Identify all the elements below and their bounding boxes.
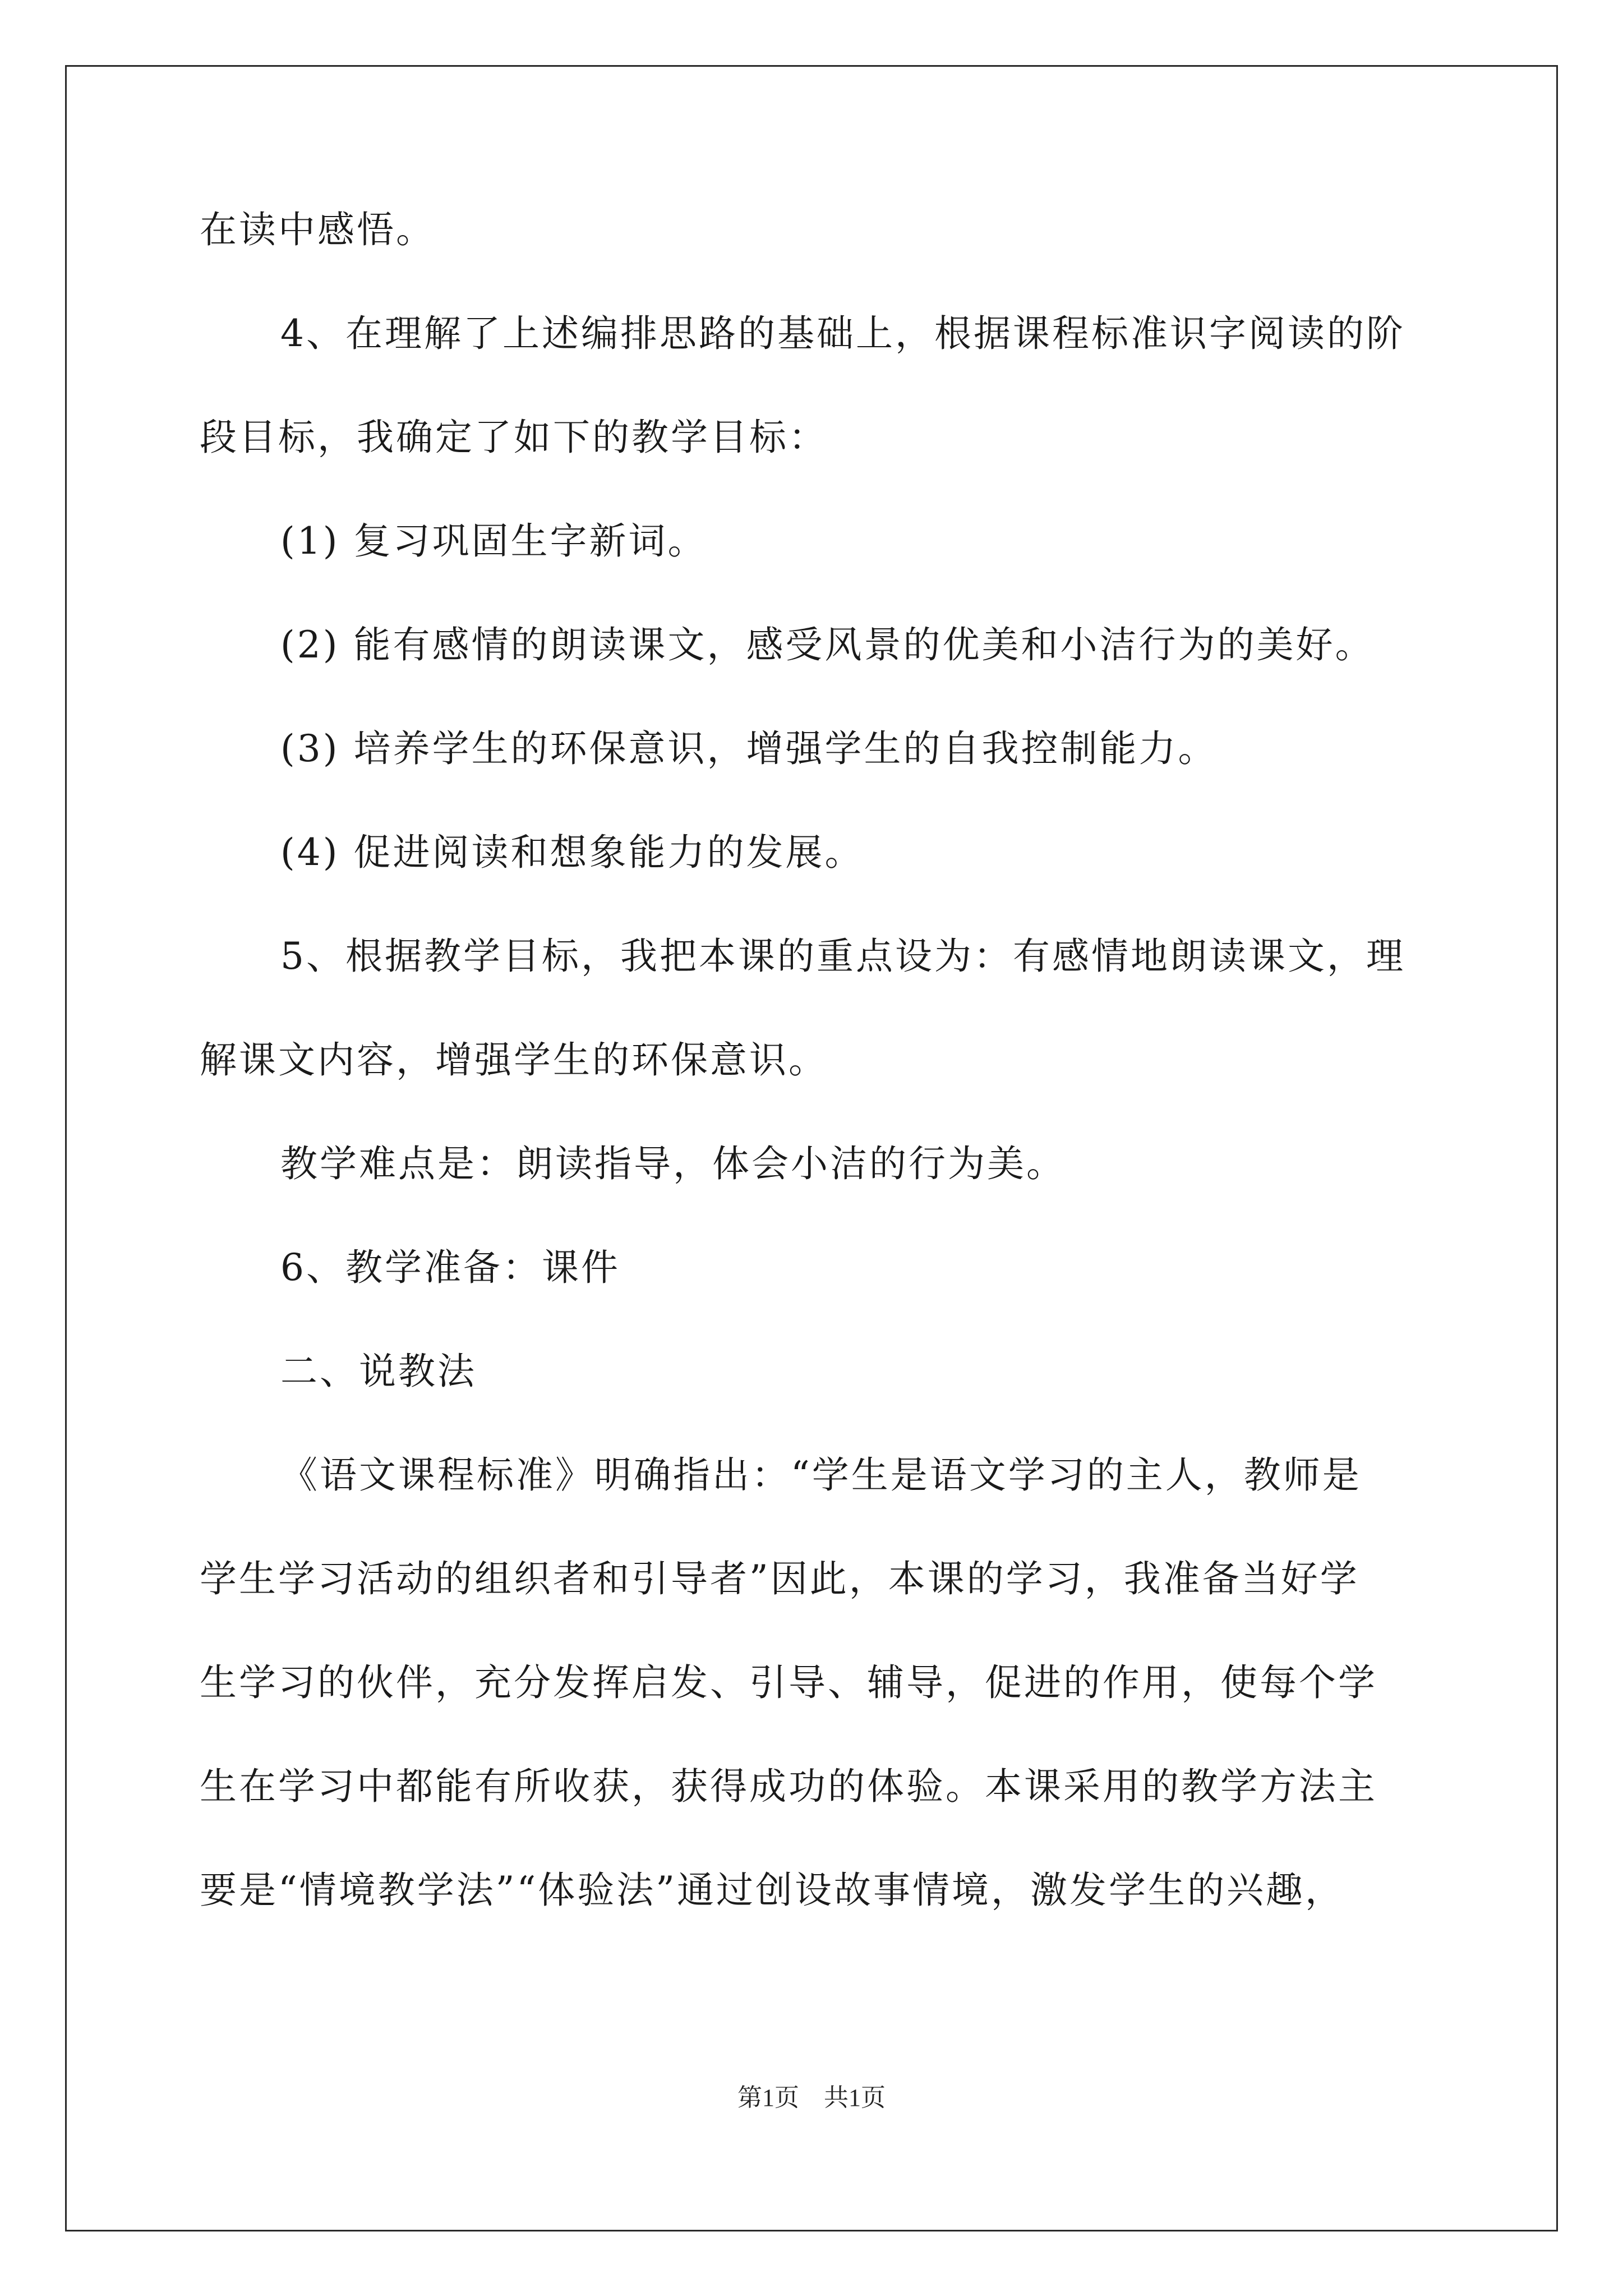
text-line: 解课文内容，增强学生的环保意识。 xyxy=(200,1038,828,1082)
list-item: (4) 促进阅读和想象能力的发展。 xyxy=(280,831,864,874)
text-line: 段目标，我确定了如下的教学目标： xyxy=(200,416,828,459)
text-line: 学生学习活动的组织者和引导者”因此，本课的学习，我准备当好学 xyxy=(200,1557,1359,1600)
text-line: 《语文课程标准》明确指出：“学生是语文学习的主人，教师是 xyxy=(280,1453,1362,1497)
list-item: (2) 能有感情的朗读课文，感受风景的优美和小洁行为的美好。 xyxy=(280,623,1375,666)
list-item: (1) 复习巩固生字新词。 xyxy=(280,519,707,563)
text-line: 生学习的伙伴，充分发挥启发、引导、辅导，促进的作用，使每个学 xyxy=(200,1661,1377,1704)
text-line: 6、教学准备：课件 xyxy=(280,1246,620,1289)
text-line: 在读中感悟。 xyxy=(200,208,435,251)
text-line: 生在学习中都能有所收获，获得成功的体验。本课采用的教学方法主 xyxy=(200,1765,1377,1808)
section-heading: 二、说教法 xyxy=(280,1350,477,1393)
text-line: 4、在理解了上述编排思路的基础上，根据课程标准识字阅读的阶 xyxy=(280,312,1405,355)
text-line: 5、根据教学目标，我把本课的重点设为：有感情地朗读课文，理 xyxy=(280,935,1405,978)
text-line: 要是“情境教学法”“体验法”通过创设故事情境，激发学生的兴趣， xyxy=(200,1869,1344,1912)
list-item: (3) 培养学生的环保意识，增强学生的自我控制能力。 xyxy=(280,727,1218,770)
text-line: 教学难点是：朗读指导，体会小洁的行为美。 xyxy=(280,1142,1066,1185)
page-footer: 第1页 共1页 xyxy=(737,2084,886,2111)
